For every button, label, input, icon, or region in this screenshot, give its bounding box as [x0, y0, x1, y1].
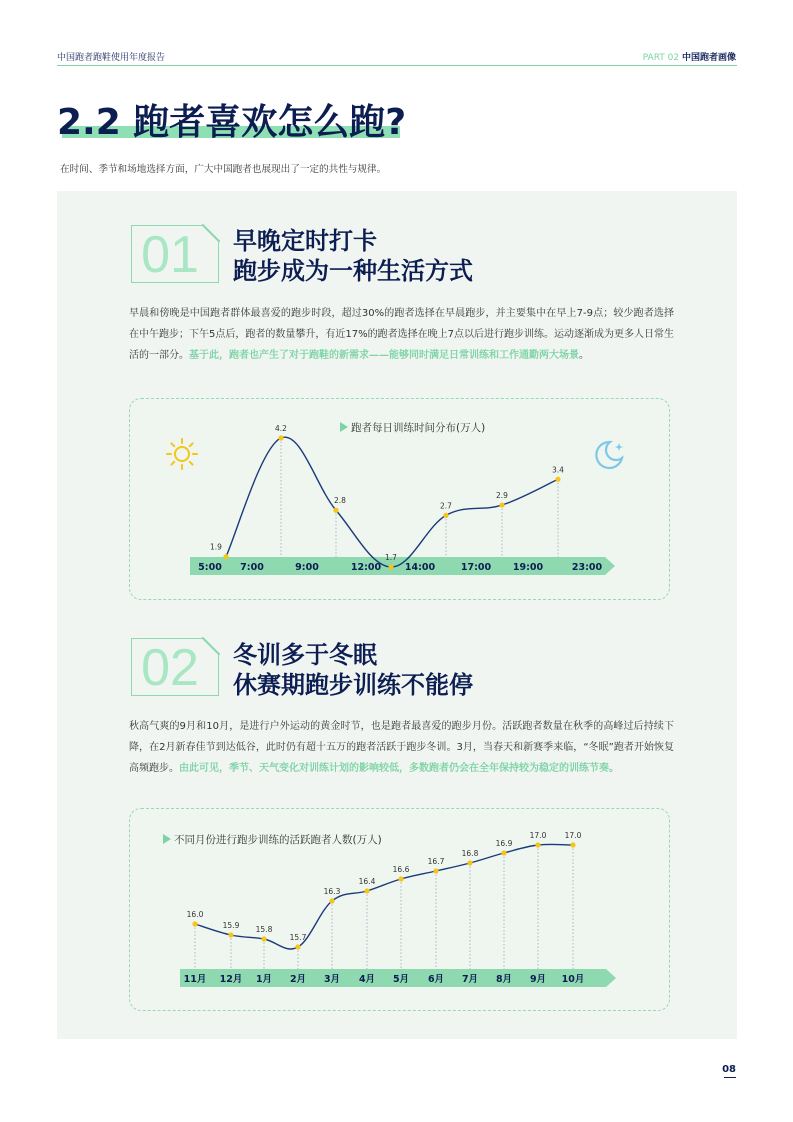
x-tick-label: 11月 — [183, 974, 207, 985]
block1-number-box — [131, 225, 219, 283]
x-tick-label: 7月 — [461, 974, 479, 985]
x-tick-label: 7:00 — [240, 562, 264, 573]
data-point — [570, 842, 575, 847]
x-tick-label: 23:00 — [571, 562, 603, 573]
x-tick-label: 17:00 — [460, 562, 492, 573]
data-point — [228, 932, 233, 937]
x-tick-label: 1月 — [255, 974, 273, 985]
x-tick-label: 4月 — [358, 974, 376, 985]
data-point — [433, 868, 438, 873]
sun-icon — [167, 439, 197, 469]
data-point — [278, 435, 283, 440]
header-divider — [57, 65, 737, 66]
chart2-title-text: 不同月份进行跑步训练的活跃跑者人数(万人) — [174, 834, 382, 846]
data-label: 17.0 — [564, 831, 582, 840]
x-tick-label: 19:00 — [512, 562, 544, 573]
block2-title-2: 休赛期跑步训练不能停 — [233, 671, 473, 699]
block1-text-end: 。 — [579, 350, 589, 361]
block2-text: 秋高气爽的9月和10月，是进行户外运动的黄金时节，也是跑者最喜爱的跑步月份。活跃跑者数量在秋季的高峰过后持续下降，在2月新春佳节到达低谷，此时仍有超十五万的跑者活跃于跑步冬训。3月，当春天和新赛季来临，“冬眠”跑者开始恢复高频跑步。 — [129, 721, 674, 774]
data-point — [329, 898, 334, 903]
x-tick-label: 5月 — [392, 974, 410, 985]
data-label: 16.6 — [392, 865, 410, 874]
x-tick-label: 10月 — [561, 974, 585, 985]
data-point — [333, 508, 338, 513]
x-tick-label: 12月 — [219, 974, 243, 985]
x-tick-label: 14:00 — [404, 562, 436, 573]
data-label: 17.0 — [529, 831, 547, 840]
report-title: 中国跑者跑鞋使用年度报告 — [57, 53, 166, 63]
block2-title-1: 冬训多于冬眠 — [233, 641, 377, 669]
part-number: PART 02 — [642, 53, 680, 63]
x-tick-label: 5:00 — [198, 562, 222, 573]
data-label: 1.9 — [210, 542, 222, 552]
data-label: 2.9 — [496, 491, 508, 501]
data-label: 16.0 — [186, 910, 204, 919]
data-label: 16.9 — [495, 839, 513, 848]
block1-paragraph — [129, 303, 674, 366]
data-point — [443, 513, 448, 518]
x-tick-label: 2月 — [289, 974, 307, 985]
data-label: 15.7 — [289, 933, 307, 942]
block1-title-2: 跑步成为一种生活方式 — [233, 257, 473, 285]
x-tick-label: 6月 — [427, 974, 445, 985]
moon-icon — [596, 442, 623, 468]
data-label: 2.8 — [334, 496, 346, 506]
series-line — [195, 844, 573, 949]
block2-number-corner — [202, 637, 220, 655]
data-point — [467, 860, 472, 865]
page-number-underline — [724, 1077, 736, 1078]
part-label — [643, 50, 736, 63]
data-point — [499, 502, 504, 507]
block1-number: 01 — [141, 226, 199, 284]
data-label: 15.9 — [222, 921, 240, 930]
section-title: 2.2 跑者喜欢怎么跑? — [57, 102, 407, 143]
block2-number: 02 — [141, 639, 199, 697]
data-point — [223, 554, 228, 559]
block1-highlight: 基于此，跑者也产生了对于跑鞋的新需求——能够同时满足日常训练和工作通勤两大场景 — [189, 350, 579, 361]
data-point — [535, 842, 540, 847]
data-point — [501, 850, 506, 855]
block1-number-corner — [202, 224, 220, 242]
block1-title-1: 早晚定时打卡 — [233, 227, 377, 255]
chart2-box — [129, 808, 670, 1011]
section-intro: 在时间、季节和场地选择方面，广大中国跑者也展现出了一定的共性与规律。 — [60, 164, 387, 175]
data-label: 3.4 — [552, 465, 564, 475]
x-tick-label: 3月 — [323, 974, 341, 985]
block2-number-box — [131, 638, 219, 696]
data-point — [398, 876, 403, 881]
data-point — [295, 944, 300, 949]
block2-paragraph — [129, 716, 674, 779]
chart1-box — [129, 398, 670, 600]
data-label: 1.7 — [385, 553, 397, 562]
x-tick-label: 9月 — [529, 974, 547, 985]
data-label: 2.7 — [440, 501, 452, 511]
x-tick-label: 12:00 — [350, 562, 382, 573]
section-heading — [57, 98, 406, 148]
chart2-svg — [130, 809, 671, 1012]
chart1-title-text: 跑者每日训练时间分布(万人) — [351, 422, 486, 434]
block1-text: 早晨和傍晚是中国跑者群体最喜爱的跑步时段，超过30%的跑者选择在早晨跑步，并主要集中在早上7-9点；较少跑者选择在中午跑步；下午5点后，跑者的数量攀升，有近17%的跑者选择在晚上7点以后进行跑步训练。运动逐渐成为更多人日常生活的一部分。 — [129, 308, 674, 361]
data-point — [555, 477, 560, 482]
block2-highlight: 由此可见，季节、天气变化对训练计划的影响较低，多数跑者仍会在全年保持较为稳定的训练节奏。 — [179, 763, 619, 774]
data-label: 15.8 — [255, 925, 273, 934]
part-title: 中国跑者画像 — [681, 53, 736, 63]
chart1-svg — [130, 399, 671, 601]
data-point — [364, 888, 369, 893]
data-label: 16.8 — [461, 849, 479, 858]
data-label: 16.7 — [427, 857, 445, 866]
data-point — [192, 921, 197, 926]
data-label: 16.4 — [358, 877, 376, 886]
series-line — [226, 437, 558, 567]
data-label: 16.3 — [323, 887, 341, 896]
x-tick-label: 9:00 — [295, 562, 319, 573]
data-point — [261, 936, 266, 941]
page-number: 08 — [722, 1064, 736, 1075]
data-point — [388, 564, 393, 569]
data-label: 4.2 — [275, 424, 287, 433]
x-tick-label: 8月 — [495, 974, 513, 985]
